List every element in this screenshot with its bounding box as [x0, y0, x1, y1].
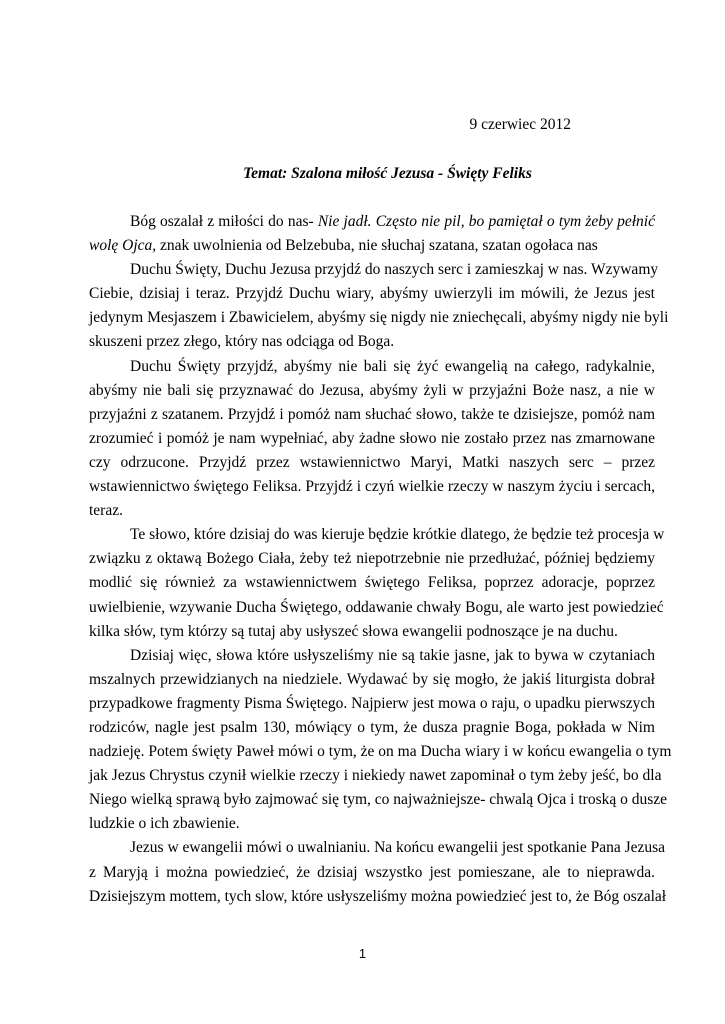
text-line — [89, 282, 655, 306]
text-run: przypadkowe fragmenty Pisma Świętego. Najpierw jest mowa o raju, o upadku pierwszych — [89, 694, 656, 712]
text-line — [89, 403, 655, 427]
italic-text: wolę Ojca, — [89, 237, 157, 255]
text-line — [89, 740, 672, 764]
text-line — [89, 210, 655, 234]
text-line — [89, 668, 655, 692]
text-line — [89, 547, 655, 571]
text-run: modlić się również za wstawiennictwem świętego Feliksa, poprzez adoracje, poprzez — [89, 574, 655, 592]
document-title: Temat: Szalona miłość Jezusa - Święty Feliks — [243, 165, 532, 182]
italic-text: Nie jadł. Często nie pil, bo pamiętał o tym żeby pełnić — [317, 213, 655, 230]
text-line — [89, 499, 655, 523]
text-line — [89, 427, 655, 451]
text-line — [89, 716, 655, 740]
text-line — [89, 330, 655, 354]
text-run: rodziców, nagle jest psalm 130, mówiący o tym, że dusza pragnie Boga, pokłada w Nim — [89, 718, 655, 736]
text-run: przyjaźni z szatanem. Przyjdź i pomóż nam słuchać słowo, także te dzisiejsze, pomóż nam — [89, 405, 655, 423]
text-line — [89, 885, 667, 909]
text-line — [89, 258, 659, 282]
text-line — [89, 644, 655, 668]
text-line — [89, 861, 655, 885]
text-run: jedynym Mesjaszem i Zbawicielem, abyśmy się nigdy nie zniechęcali, abyśmy nigdy nie byli — [89, 309, 669, 327]
text-run: znak uwolnienia od Belzebuba, nie słuchaj szatana, szatan ogołaca nas — [156, 237, 598, 255]
text-line — [89, 596, 664, 620]
text-run: Ciebie, dzisiaj i teraz. Przyjdź Duchu wiary, abyśmy uwierzyli im mówili, że Jezus jest — [89, 285, 655, 303]
text-run: Niego wielką sprawą było zajmować się tym, co najważniejsze- chwalą Ojca i troską o dusze — [89, 791, 668, 809]
text-run: Duchu Święty przyjdź, abyśmy nie bali się żyć ewangelią na całego, radykalnie, — [130, 357, 655, 375]
text-line — [89, 306, 669, 330]
text-line — [89, 692, 655, 716]
text-line — [89, 571, 655, 595]
text-run: teraz. — [89, 502, 123, 520]
text-run: Duchu Święty, Duchu Jezusa przyjdź do naszych serc i zamieszkaj w nas. Wzywamy — [130, 261, 659, 279]
text-run: z Maryją i można powiedzieć, że dzisiaj wszystko jest pomieszane, ale to nieprawda. — [89, 863, 655, 881]
text-line — [89, 451, 655, 475]
text-run: abyśmy nie bali się przyznawać do Jezusa, abyśmy żyli w przyjaźni Boże nasz, a nie w — [89, 381, 655, 399]
text-run: kilka słów, tym którzy są tutaj aby usłyszeć słowa ewangelii podnoszące je na duchu. — [89, 622, 618, 640]
text-run: czy odrzucone. Przyjdź przez wstawiennictwo Maryi, Matki naszych serc – przez — [89, 453, 655, 471]
text-line — [89, 523, 665, 547]
text-run: Te słowo, które dzisiaj do was kieruje będzie krótkie dlatego, że będzie też procesja w — [130, 526, 665, 544]
text-run: Jezus w ewangelii mówi o uwalnianiu. Na końcu ewangelii jest spotkanie Pana Jezusa — [130, 839, 666, 857]
page-number: 1 — [358, 946, 367, 961]
text-line — [89, 836, 666, 860]
text-run: Dzisiejszym mottem, tych slow, które usłyszeliśmy można powiedzieć jest to, że Bóg oszalał — [89, 887, 667, 905]
text-run: nadzieję. Potem święty Paweł mówi o tym, że on ma Ducha wiary i w końcu ewangelia o tym — [89, 743, 672, 761]
text-line — [89, 764, 662, 788]
document-date: 9 czerwiec 2012 — [469, 116, 571, 133]
text-line — [89, 788, 668, 812]
text-line — [89, 475, 655, 499]
text-run: związku z oktawą Bożego Ciała, żeby też niepotrzebnie nie przedłużać, później będziemy — [89, 550, 655, 568]
document-body — [89, 210, 672, 909]
text-run: uwielbienie, wzywanie Ducha Świętego, oddawanie chwały Bogu, ale warto jest powiedzieć — [89, 598, 664, 616]
text-line — [89, 355, 655, 379]
text-run: wstawiennictwo świętego Feliksa. Przyjdź i czyń wielkie rzeczy w naszym życiu i sercach, — [89, 478, 655, 496]
text-run: ludzkie o ich zbawienie. — [89, 815, 240, 833]
text-line — [89, 234, 655, 258]
text-line — [89, 812, 655, 836]
text-run: Bóg oszalał z miłości do nas- — [130, 213, 318, 230]
text-line — [89, 379, 655, 403]
text-line — [89, 620, 655, 644]
text-run: mszalnych przewidzianych na niedziele. Wydawać by się mogło, że jakiś liturgista dobrał — [89, 670, 655, 688]
text-run: skuszeni przez złego, który nas odciąga od Boga. — [89, 333, 395, 351]
text-run: zrozumieć i pomóż je nam wypełniać, aby żadne słowo nie zostało przez nas zmarnowane — [89, 429, 655, 447]
text-run: Dzisiaj więc, słowa które usłyszeliśmy nie są takie jasne, jak to bywa w czytaniach — [130, 646, 655, 664]
text-run: jak Jezus Chrystus czynił wielkie rzeczy i niekiedy nawet zapominał o tym żeby jeść, bo dla — [89, 767, 662, 785]
